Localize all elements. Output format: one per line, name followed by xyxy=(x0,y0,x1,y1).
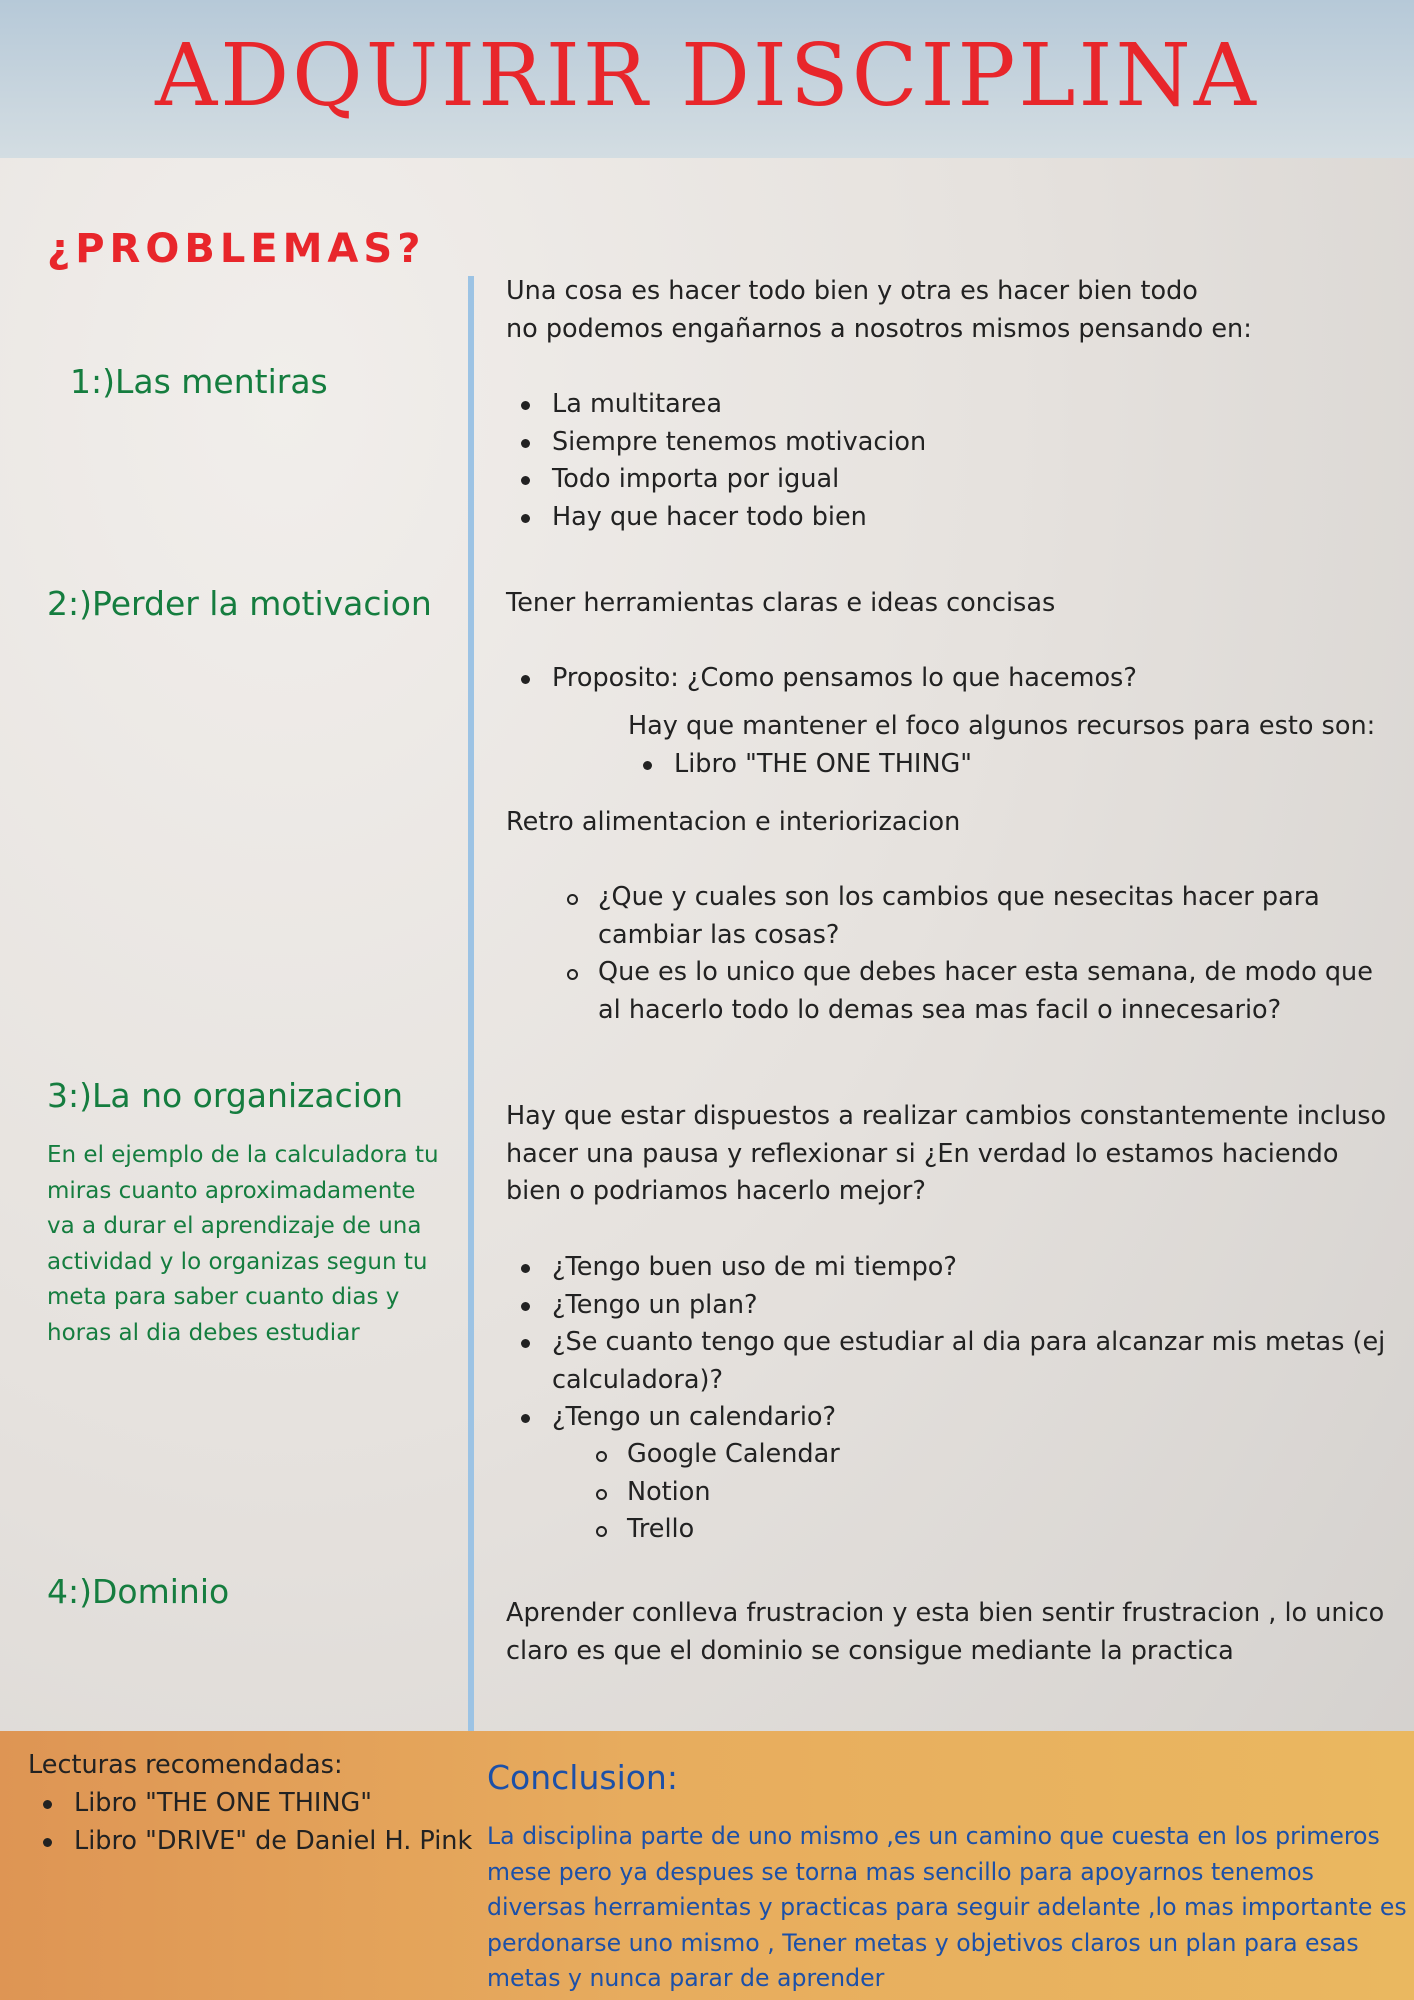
list-item: ¿Se cuanto tengo que estudiar al dia para alcanzar mis metas (ej calculadora)? xyxy=(506,1324,1386,1399)
list-item: La multitarea xyxy=(506,386,926,424)
list-item: ¿Tengo un calendario? xyxy=(506,1399,1386,1437)
conclusion-text: La disciplina parte de uno mismo ,es un camino que cuesta en los primeros mese pero ya despues se torna mas sencillo para apoyarnos tenemos diversas herramientas y practicas para seguir adelante ,lo mas importante es perdonarse uno mismo , Tener metas y objetivos claros un plan para esas metas y nunca parar de aprender xyxy=(487,1822,1407,1993)
list-item: Proposito: ¿Como pensamos lo que hacemos? xyxy=(506,660,1137,698)
tools-list xyxy=(581,1436,840,1549)
list-item: Todo importa por igual xyxy=(506,461,926,499)
list-item: Notion xyxy=(581,1474,840,1512)
problems-heading: ¿PROBLEMAS? xyxy=(47,226,426,272)
questions-list xyxy=(552,879,1392,1029)
list-item: Libro "DRIVE" de Daniel H. Pink xyxy=(28,1823,472,1861)
mentiras-list xyxy=(506,386,926,536)
motivacion-intro: Tener herramientas claras e ideas concisas xyxy=(506,588,1056,618)
section-heading-mentiras: 1:)Las mentiras xyxy=(70,362,328,401)
list-item: Trello xyxy=(581,1511,840,1549)
readings-list xyxy=(28,1785,472,1860)
list-item: ¿Tengo buen uso de mi tiempo? xyxy=(506,1249,1386,1287)
organizacion-list xyxy=(506,1249,1386,1437)
list-item: ¿Que y cuales son los cambios que nesecitas hacer para cambiar las cosas? xyxy=(552,879,1392,954)
list-item: Google Calendar xyxy=(581,1436,840,1474)
list-item: Libro "THE ONE THING" xyxy=(28,1785,472,1823)
list-item: Que es lo unico que debes hacer esta semana, de modo que al hacerlo todo lo demas sea mas facil o innecesario? xyxy=(552,954,1392,1029)
feedback-title: Retro alimentacion e interiorizacion xyxy=(506,807,961,837)
motivacion-list xyxy=(506,660,1137,698)
section-heading-dominio: 4:)Dominio xyxy=(47,1572,230,1611)
section-intro-mentiras xyxy=(506,273,1252,348)
focus-list xyxy=(628,746,972,784)
header-banner xyxy=(0,0,1414,158)
dominio-text: Aprender conlleva frustracion y esta bien sentir frustracion , lo unico claro es que el dominio se consigue mediante la practica xyxy=(506,1598,1385,1666)
conclusion-title: Conclusion: xyxy=(487,1758,678,1797)
calculadora-note: En el ejemplo de la calculadora tu miras cuanto aproximadamente va a durar el aprendizaje de una actividad y lo organizas segun tu meta para saber cuanto dias y horas al dia debes estudiar xyxy=(47,1142,439,1346)
focus-line: Hay que mantener el foco algunos recursos para esto son: xyxy=(628,711,1376,741)
vertical-divider xyxy=(468,276,474,1732)
organizacion-intro: Hay que estar dispuestos a realizar cambios constantemente incluso hacer una pausa y reflexionar si ¿En verdad lo estamos haciendo bien o podriamos hacerlo mejor? xyxy=(506,1101,1387,1207)
section-heading-motivacion: 2:)Perder la motivacion xyxy=(47,584,432,623)
list-item: Siempre tenemos motivacion xyxy=(506,424,926,462)
intro-line: Una cosa es hacer todo bien y otra es hacer bien todo xyxy=(506,276,1198,306)
section-heading-organizacion: 3:)La no organizacion xyxy=(47,1076,404,1115)
list-item: Libro "THE ONE THING" xyxy=(628,746,972,784)
page-title: ADQUIRIR DISCIPLINA xyxy=(155,26,1259,126)
list-item: ¿Tengo un plan? xyxy=(506,1287,1386,1325)
footer-band xyxy=(0,1731,1414,2000)
intro-line: no podemos engañarnos a nosotros mismos pensando en: xyxy=(506,313,1252,344)
readings-title: Lecturas recomendadas: xyxy=(28,1750,343,1780)
list-item: Hay que hacer todo bien xyxy=(506,499,926,537)
